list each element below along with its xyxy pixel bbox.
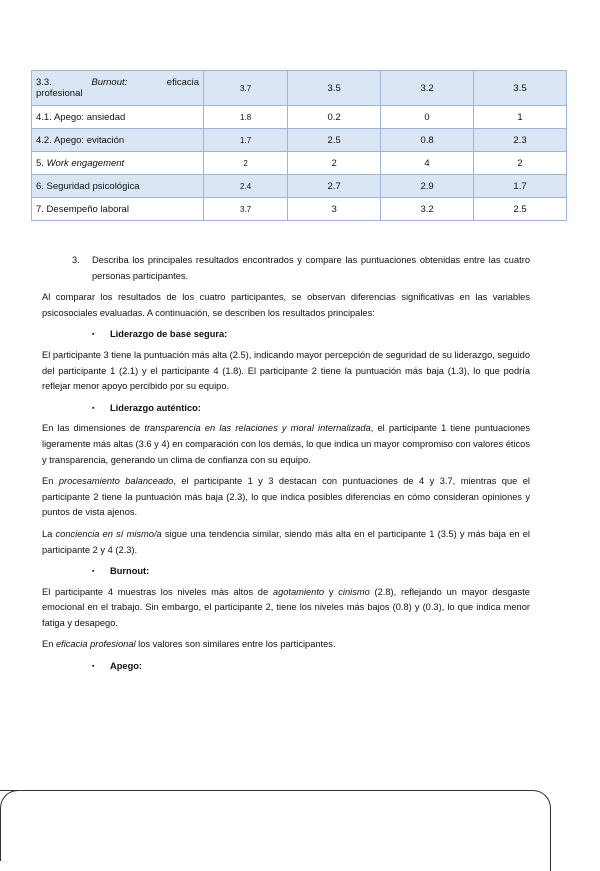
cell: 2.4 xyxy=(204,175,288,198)
cell: 0.8 xyxy=(381,129,474,152)
cell: 1.7 xyxy=(204,129,288,152)
paragraph xyxy=(42,421,530,468)
text-run: En las dimensiones de xyxy=(42,423,145,434)
intro-paragraph: Al comparar los resultados de los cuatro participantes, se observan diferencias significativas en las variables psicosociales evaluadas. A continuación, se describen los resultados principales: xyxy=(42,292,530,318)
cell: 2 xyxy=(288,152,381,175)
bullet-icon: ▪ xyxy=(92,663,95,671)
question xyxy=(72,253,530,284)
cell: 3 xyxy=(288,198,381,221)
bullet-heading xyxy=(92,564,530,580)
label-part: profesional xyxy=(36,88,83,99)
cell: 3.2 xyxy=(381,198,474,221)
paragraph xyxy=(42,527,530,558)
text-run: agotamiento xyxy=(272,586,325,597)
table-row xyxy=(32,106,567,129)
text-run: , el participante 1 tiene puntuaciones ligeramente más altas (3.6 y 4) en comparación con los demás, lo que indica un mayor compromiso con valores éticos y transparencia, generando un clima de confianza con su equipo. xyxy=(42,423,530,465)
text-run: procesamiento balanceado xyxy=(58,476,174,487)
question-text: Describa los principales resultados encontrados y compare las puntuaciones obtenidas entre las cuatro personas participantes. xyxy=(92,255,530,281)
cell: 3.2 xyxy=(381,71,474,106)
cell: 1.7 xyxy=(474,175,567,198)
paragraph xyxy=(42,585,530,632)
bullet-icon: ▪ xyxy=(92,568,95,576)
text-run: conciencia en sí mismo/a xyxy=(55,528,162,539)
bullet-label: Liderazgo auténtico: xyxy=(110,402,201,413)
cell: 1 xyxy=(474,106,567,129)
results-table xyxy=(31,70,567,221)
bullet-heading xyxy=(92,327,530,343)
text-run: , el participante 1 y 3 destacan con puntuaciones de 4 y 3.7, mientras que el participante 2 tiene la puntuación más baja (2.3), lo que indica posibles diferencias en cómo consideran opiniones y puntos de vista ajenos. xyxy=(42,476,531,518)
row-label: 4.2. Apego: evitación xyxy=(32,129,204,152)
question-number: 3. xyxy=(72,255,80,265)
text-run: En xyxy=(42,476,59,487)
cell: 2.7 xyxy=(288,175,381,198)
label-part: Burnout: xyxy=(91,77,128,88)
table-row xyxy=(32,175,567,198)
row-label xyxy=(32,152,204,175)
cell: 3.7 xyxy=(204,198,288,221)
label-part: 3.3. xyxy=(36,77,52,88)
cell: 2.5 xyxy=(474,198,567,221)
text-run: (2.8), reflejando un mayor desgaste emocional en el trabajo. Sin embargo, el participante 2, tiene los niveles más bajos (0.8) y (0.3), lo que indica menor fatiga y desapego. xyxy=(42,586,530,628)
table-row xyxy=(32,198,567,221)
row-label: 4.1. Apego: ansiedad xyxy=(32,106,204,129)
bullet-label: Apego: xyxy=(110,661,143,672)
row-label xyxy=(32,71,204,106)
cell: 2 xyxy=(204,152,288,175)
cell: 2 xyxy=(474,152,567,175)
label-part: eficacia xyxy=(166,77,199,88)
text-run: La xyxy=(42,528,56,539)
text-run: y xyxy=(324,586,339,597)
cell: 2.5 xyxy=(288,129,381,152)
table-row xyxy=(32,71,567,106)
text-run: transparencia en las relaciones y moral internalizada xyxy=(144,423,371,434)
label-part: Work engagement xyxy=(46,157,125,169)
text-run: cinismo xyxy=(338,586,370,597)
bullet-heading xyxy=(92,401,530,417)
bullet-label: Liderazgo de base segura: xyxy=(110,329,228,340)
bullet-heading xyxy=(92,659,530,675)
table-row xyxy=(32,129,567,152)
cell: 2.3 xyxy=(474,129,567,152)
cell: 2.9 xyxy=(381,175,474,198)
row-label: 6. Seguridad psicológica xyxy=(32,175,204,198)
cell: 0.2 xyxy=(288,106,381,129)
bullet-icon: ▪ xyxy=(92,331,95,339)
paragraph xyxy=(42,474,530,521)
cell: 3.5 xyxy=(288,71,381,106)
paragraph xyxy=(42,637,530,653)
cell: 3.7 xyxy=(204,71,288,106)
cell: 0 xyxy=(381,106,474,129)
bullet-icon: ▪ xyxy=(92,404,95,412)
body-text xyxy=(42,253,531,680)
cell: 3.5 xyxy=(474,71,567,106)
text-run: sigue una tendencia similar, siendo más alta en el participante 1 (3.5) y más baja en el participante 2 y 4 (2.3). xyxy=(42,528,530,555)
label-part: 5. xyxy=(36,157,47,169)
paragraph: El participante 3 tiene la puntuación más alta (2.5), indicando mayor percepción de seguridad de su liderazgo, seguido del participante 1 (2.1) y el participante 4 (1.8). El participante 2 tiene la puntuación más baja (1.3), lo que podría reflejar menor apoyo percibido por su equipo. xyxy=(42,349,530,392)
table-row xyxy=(32,152,567,175)
text-run: En xyxy=(42,639,56,650)
callout-box xyxy=(0,790,551,871)
bullet-label: Burnout: xyxy=(110,566,150,577)
row-label: 7. Desempeño laboral xyxy=(32,198,204,221)
text-run: El participante 4 muestras los niveles más altos de xyxy=(42,586,273,597)
text-run: eficacia profesional xyxy=(55,639,136,650)
cell: 1.8 xyxy=(204,106,288,129)
text-run: los valores son similares entre los participantes. xyxy=(135,639,336,650)
cell: 4 xyxy=(381,152,474,175)
